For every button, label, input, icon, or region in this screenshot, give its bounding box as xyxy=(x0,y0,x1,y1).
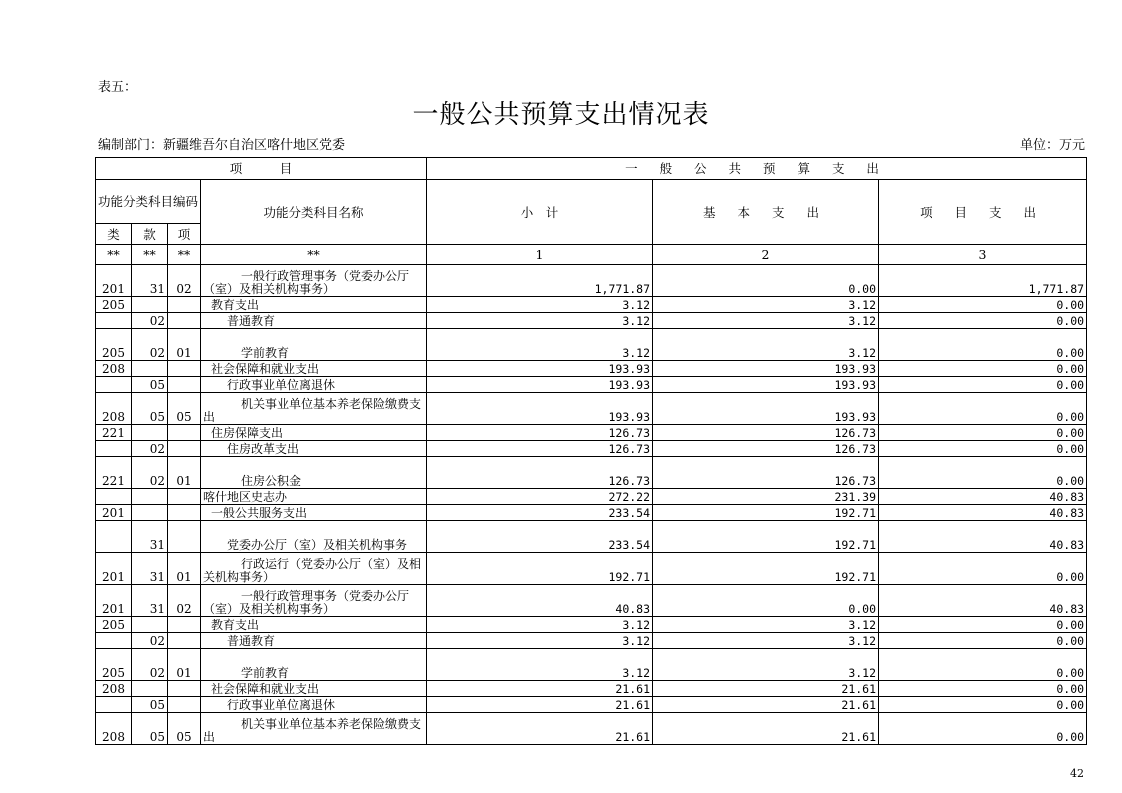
header-subtotal: 小 计 xyxy=(427,180,653,245)
table-row xyxy=(96,681,1087,697)
subtotal-value: 233.54 xyxy=(427,505,653,521)
header-star-kuan: ** xyxy=(132,245,168,265)
item-name: 社会保障和就业支出 xyxy=(201,681,427,697)
subtotal-value: 3.12 xyxy=(427,649,653,681)
basic-value: 21.61 xyxy=(653,697,879,713)
subtotal-value: 126.73 xyxy=(427,457,653,489)
code-xiang xyxy=(168,521,201,553)
code-kuan xyxy=(132,681,168,697)
basic-value: 192.71 xyxy=(653,505,879,521)
item-name: 普通教育 xyxy=(201,313,427,329)
code-xiang: 01 xyxy=(168,649,201,681)
project-value: 0.00 xyxy=(879,633,1087,649)
table-row xyxy=(96,313,1087,329)
code-lei xyxy=(96,697,132,713)
item-name: 一般行政管理事务（党委办公厅（室）及相关机构事务） xyxy=(201,585,427,617)
budget-table xyxy=(95,157,1087,745)
code-xiang: 01 xyxy=(168,329,201,361)
code-lei xyxy=(96,377,132,393)
code-lei: 205 xyxy=(96,649,132,681)
table-row xyxy=(96,505,1087,521)
item-name: 一般行政管理事务（党委办公厅（室）及相关机构事务） xyxy=(201,265,427,297)
project-value: 40.83 xyxy=(879,521,1087,553)
header-lei: 类 xyxy=(96,224,132,245)
item-name: 住房公积金 xyxy=(201,457,427,489)
basic-value: 3.12 xyxy=(653,297,879,313)
subtotal-value: 3.12 xyxy=(427,329,653,361)
code-lei xyxy=(96,313,132,329)
project-value: 0.00 xyxy=(879,681,1087,697)
item-name: 党委办公厅（室）及相关机构事务 xyxy=(201,521,427,553)
code-kuan xyxy=(132,297,168,313)
basic-value: 193.93 xyxy=(653,361,879,377)
subtotal-value: 40.83 xyxy=(427,585,653,617)
table-row xyxy=(96,585,1087,617)
basic-value: 3.12 xyxy=(653,649,879,681)
code-kuan: 02 xyxy=(132,633,168,649)
item-name: 社会保障和就业支出 xyxy=(201,361,427,377)
project-value: 0.00 xyxy=(879,329,1087,361)
code-kuan: 05 xyxy=(132,713,168,745)
code-kuan: 05 xyxy=(132,393,168,425)
header-n3: 3 xyxy=(879,245,1087,265)
project-value: 0.00 xyxy=(879,297,1087,313)
code-kuan: 02 xyxy=(132,457,168,489)
basic-value: 21.61 xyxy=(653,681,879,697)
code-xiang xyxy=(168,633,201,649)
item-name: 教育支出 xyxy=(201,297,427,313)
project-value: 0.00 xyxy=(879,313,1087,329)
basic-value: 0.00 xyxy=(653,585,879,617)
code-kuan: 02 xyxy=(132,441,168,457)
table-label: 表五： xyxy=(98,80,138,95)
code-lei xyxy=(96,521,132,553)
item-name: 行政事业单位离退休 xyxy=(201,377,427,393)
table-row xyxy=(96,649,1087,681)
basic-value: 3.12 xyxy=(653,633,879,649)
project-value: 0.00 xyxy=(879,553,1087,585)
header-star-name: ** xyxy=(201,245,427,265)
basic-value: 192.71 xyxy=(653,521,879,553)
header-n1: 1 xyxy=(427,245,653,265)
project-value: 0.00 xyxy=(879,649,1087,681)
subtotal-value: 193.93 xyxy=(427,377,653,393)
code-lei: 208 xyxy=(96,361,132,377)
code-xiang xyxy=(168,697,201,713)
code-xiang: 01 xyxy=(168,553,201,585)
header-code-group: 功能分类科目编码 xyxy=(96,180,201,224)
code-xiang xyxy=(168,505,201,521)
table-row xyxy=(96,713,1087,745)
header-kuan: 款 xyxy=(132,224,168,245)
code-lei: 205 xyxy=(96,617,132,633)
code-xiang xyxy=(168,425,201,441)
code-lei xyxy=(96,633,132,649)
item-name: 住房保障支出 xyxy=(201,425,427,441)
code-lei: 201 xyxy=(96,265,132,297)
table-row xyxy=(96,489,1087,505)
code-xiang xyxy=(168,617,201,633)
item-name: 教育支出 xyxy=(201,617,427,633)
code-kuan xyxy=(132,489,168,505)
code-lei: 208 xyxy=(96,681,132,697)
code-kuan: 02 xyxy=(132,329,168,361)
code-kuan xyxy=(132,361,168,377)
subtotal-value: 233.54 xyxy=(427,521,653,553)
subtotal-value: 193.93 xyxy=(427,361,653,377)
header-star-xiang: ** xyxy=(168,245,201,265)
code-lei: 201 xyxy=(96,553,132,585)
code-lei: 201 xyxy=(96,585,132,617)
project-value: 0.00 xyxy=(879,393,1087,425)
basic-value: 0.00 xyxy=(653,265,879,297)
basic-value: 231.39 xyxy=(653,489,879,505)
code-xiang: 02 xyxy=(168,265,201,297)
project-value: 40.83 xyxy=(879,489,1087,505)
table-row xyxy=(96,329,1087,361)
code-lei: 208 xyxy=(96,713,132,745)
code-xiang xyxy=(168,441,201,457)
item-name: 机关事业单位基本养老保险缴费支出 xyxy=(201,393,427,425)
header-star-lei: ** xyxy=(96,245,132,265)
item-name: 学前教育 xyxy=(201,649,427,681)
code-kuan: 31 xyxy=(132,553,168,585)
header-budget-group: 一 般 公 共 预 算 支 出 xyxy=(427,158,1087,180)
code-kuan: 31 xyxy=(132,265,168,297)
code-lei: 208 xyxy=(96,393,132,425)
code-kuan: 02 xyxy=(132,313,168,329)
project-value: 0.00 xyxy=(879,441,1087,457)
code-xiang xyxy=(168,681,201,697)
code-kuan: 05 xyxy=(132,377,168,393)
code-xiang: 05 xyxy=(168,713,201,745)
code-kuan xyxy=(132,505,168,521)
project-value: 0.00 xyxy=(879,377,1087,393)
item-name: 学前教育 xyxy=(201,329,427,361)
subtotal-value: 3.12 xyxy=(427,313,653,329)
project-value: 0.00 xyxy=(879,457,1087,489)
project-value: 0.00 xyxy=(879,697,1087,713)
subtotal-value: 192.71 xyxy=(427,553,653,585)
code-lei xyxy=(96,441,132,457)
table-row xyxy=(96,457,1087,489)
item-name: 喀什地区史志办 xyxy=(201,489,427,505)
basic-value: 3.12 xyxy=(653,329,879,361)
code-kuan: 02 xyxy=(132,649,168,681)
code-lei: 201 xyxy=(96,505,132,521)
subtotal-value: 272.22 xyxy=(427,489,653,505)
code-lei: 221 xyxy=(96,457,132,489)
code-xiang xyxy=(168,313,201,329)
header-name-col: 功能分类科目名称 xyxy=(201,180,427,245)
table-row xyxy=(96,441,1087,457)
header-project: 项 目 xyxy=(96,158,427,180)
basic-value: 3.12 xyxy=(653,313,879,329)
code-xiang: 01 xyxy=(168,457,201,489)
table-row xyxy=(96,697,1087,713)
table-row xyxy=(96,633,1087,649)
code-lei: 205 xyxy=(96,329,132,361)
code-kuan: 31 xyxy=(132,521,168,553)
table-row xyxy=(96,265,1087,297)
item-name: 机关事业单位基本养老保险缴费支出 xyxy=(201,713,427,745)
unit-label: 单位：万元 xyxy=(1020,138,1086,153)
table-row xyxy=(96,521,1087,553)
code-xiang: 02 xyxy=(168,585,201,617)
basic-value: 126.73 xyxy=(653,457,879,489)
item-name: 行政事业单位离退休 xyxy=(201,697,427,713)
code-xiang: 05 xyxy=(168,393,201,425)
subtotal-value: 21.61 xyxy=(427,713,653,745)
page-number: 42 xyxy=(1070,767,1084,780)
subtotal-value: 21.61 xyxy=(427,697,653,713)
table-row xyxy=(96,553,1087,585)
table-row xyxy=(96,393,1087,425)
basic-value: 3.12 xyxy=(653,617,879,633)
code-xiang xyxy=(168,489,201,505)
item-name: 住房改革支出 xyxy=(201,441,427,457)
subtotal-value: 126.73 xyxy=(427,441,653,457)
project-value: 0.00 xyxy=(879,713,1087,745)
subtotal-value: 126.73 xyxy=(427,425,653,441)
subtotal-value: 3.12 xyxy=(427,297,653,313)
code-lei: 221 xyxy=(96,425,132,441)
project-value: 0.00 xyxy=(879,617,1087,633)
basic-value: 21.61 xyxy=(653,713,879,745)
subtotal-value: 3.12 xyxy=(427,617,653,633)
page-title: 一般公共预算支出情况表 xyxy=(412,100,710,130)
code-xiang xyxy=(168,361,201,377)
header-basic: 基 本 支 出 xyxy=(653,180,879,245)
subtotal-value: 1,771.87 xyxy=(427,265,653,297)
item-name: 一般公共服务支出 xyxy=(201,505,427,521)
code-kuan: 31 xyxy=(132,585,168,617)
code-xiang xyxy=(168,297,201,313)
basic-value: 192.71 xyxy=(653,553,879,585)
table-row xyxy=(96,425,1087,441)
code-kuan xyxy=(132,617,168,633)
item-name: 行政运行（党委办公厅（室）及相关机构事务） xyxy=(201,553,427,585)
code-xiang xyxy=(168,377,201,393)
subtotal-value: 193.93 xyxy=(427,393,653,425)
basic-value: 126.73 xyxy=(653,425,879,441)
subtotal-value: 21.61 xyxy=(427,681,653,697)
basic-value: 193.93 xyxy=(653,393,879,425)
basic-value: 126.73 xyxy=(653,441,879,457)
project-value: 0.00 xyxy=(879,425,1087,441)
table-row xyxy=(96,377,1087,393)
project-value: 40.83 xyxy=(879,505,1087,521)
basic-value: 193.93 xyxy=(653,377,879,393)
project-value: 0.00 xyxy=(879,361,1087,377)
code-kuan xyxy=(132,425,168,441)
item-name: 普通教育 xyxy=(201,633,427,649)
project-value: 1,771.87 xyxy=(879,265,1087,297)
code-lei xyxy=(96,489,132,505)
table-row xyxy=(96,617,1087,633)
department-label: 编制部门：新疆维吾尔自治区喀什地区党委 xyxy=(98,138,346,153)
header-project-exp: 项 目 支 出 xyxy=(879,180,1087,245)
code-kuan: 05 xyxy=(132,697,168,713)
header-n2: 2 xyxy=(653,245,879,265)
code-lei: 205 xyxy=(96,297,132,313)
table-row xyxy=(96,361,1087,377)
project-value: 40.83 xyxy=(879,585,1087,617)
table-row xyxy=(96,297,1087,313)
header-xiang: 项 xyxy=(168,224,201,245)
subtotal-value: 3.12 xyxy=(427,633,653,649)
